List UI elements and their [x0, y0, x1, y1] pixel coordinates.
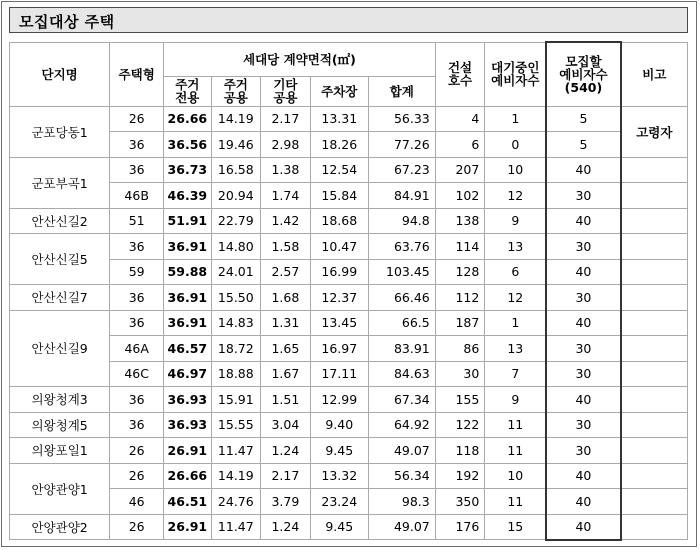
cell-waiting: 7: [485, 361, 546, 387]
table-row: [10, 106, 688, 132]
cell-complex-name: 안산신길9: [10, 310, 110, 387]
cell-other: 2.98: [261, 132, 311, 158]
cell-waiting: 6: [485, 259, 546, 285]
cell-complex-name: 안산신길5: [10, 234, 110, 285]
cell-total: 56.33: [368, 106, 435, 132]
cell-type: 46C: [110, 361, 164, 387]
cell-parking: 13.32: [310, 463, 368, 489]
cell-built: 4: [435, 106, 485, 132]
table-row: [10, 514, 688, 540]
cell-shared: 15.91: [211, 387, 261, 413]
cell-shared: 20.94: [211, 183, 261, 209]
cell-note: [621, 208, 688, 234]
cell-shared: 11.47: [211, 438, 261, 464]
cell-total: 56.34: [368, 463, 435, 489]
cell-waiting: 11: [485, 489, 546, 515]
cell-waiting: 0: [485, 132, 546, 158]
cell-built: 187: [435, 310, 485, 336]
cell-complex-name: 안산신길2: [10, 208, 110, 234]
cell-recruit: 30: [546, 234, 620, 260]
cell-note: [621, 157, 688, 183]
cell-private: 51.91: [164, 208, 211, 234]
cell-other: 2.17: [261, 106, 311, 132]
cell-parking: 10.47: [310, 234, 368, 260]
cell-parking: 18.26: [310, 132, 368, 158]
table-row: [10, 387, 688, 413]
cell-built: 86: [435, 336, 485, 362]
cell-shared: 16.58: [211, 157, 261, 183]
cell-type: 46B: [110, 183, 164, 209]
table-row: [10, 463, 688, 489]
cell-total: 94.8: [368, 208, 435, 234]
cell-total: 63.76: [368, 234, 435, 260]
cell-waiting: 1: [485, 310, 546, 336]
housing-table: [9, 41, 688, 541]
cell-total: 77.26: [368, 132, 435, 158]
cell-note: [621, 361, 688, 387]
cell-other: 2.57: [261, 259, 311, 285]
cell-private: 46.97: [164, 361, 211, 387]
cell-parking: 12.54: [310, 157, 368, 183]
cell-other: 1.38: [261, 157, 311, 183]
table-row: [10, 157, 688, 183]
cell-private: 26.66: [164, 106, 211, 132]
header-other: 기타 공용: [261, 76, 311, 106]
header-type: 주택형: [110, 42, 164, 106]
cell-parking: 15.84: [310, 183, 368, 209]
table-row: [10, 183, 688, 209]
cell-built: 192: [435, 463, 485, 489]
cell-private: 36.91: [164, 285, 211, 311]
cell-waiting: 1: [485, 106, 546, 132]
header-area-group: 세대당 계약면적(㎡): [164, 42, 436, 76]
cell-recruit: 40: [546, 310, 620, 336]
section-title: 모집대상 주택: [19, 13, 115, 31]
cell-parking: 18.68: [310, 208, 368, 234]
cell-note: [621, 336, 688, 362]
cell-other: 1.24: [261, 514, 311, 540]
header-recruit: 모집할 예비자수 (540): [546, 42, 620, 106]
cell-note: [621, 234, 688, 260]
cell-recruit: 40: [546, 489, 620, 515]
cell-shared: 11.47: [211, 514, 261, 540]
cell-recruit: 30: [546, 285, 620, 311]
cell-recruit: 40: [546, 463, 620, 489]
table-body: [10, 106, 688, 540]
cell-other: 1.65: [261, 336, 311, 362]
cell-type: 36: [110, 157, 164, 183]
header-built: 건설 호수: [435, 42, 485, 106]
header-shared: 주거 공용: [211, 76, 261, 106]
cell-other: 1.68: [261, 285, 311, 311]
cell-built: 138: [435, 208, 485, 234]
cell-private: 36.91: [164, 310, 211, 336]
cell-complex-name: 안양관양2: [10, 514, 110, 540]
cell-waiting: 13: [485, 234, 546, 260]
cell-note: [621, 463, 688, 489]
cell-waiting: 12: [485, 285, 546, 311]
cell-note: [621, 285, 688, 311]
cell-complex-name: 안양관양1: [10, 463, 110, 514]
cell-total: 67.23: [368, 157, 435, 183]
cell-recruit: 5: [546, 106, 620, 132]
cell-type: 26: [110, 106, 164, 132]
cell-waiting: 11: [485, 412, 546, 438]
cell-type: 36: [110, 387, 164, 413]
cell-shared: 24.01: [211, 259, 261, 285]
table-row: [10, 361, 688, 387]
cell-built: 112: [435, 285, 485, 311]
header-parking: 주차장: [310, 76, 368, 106]
cell-recruit: 30: [546, 183, 620, 209]
cell-built: 118: [435, 438, 485, 464]
cell-other: 3.04: [261, 412, 311, 438]
cell-total: 64.92: [368, 412, 435, 438]
cell-waiting: 10: [485, 157, 546, 183]
cell-note: 고령자: [621, 106, 688, 157]
cell-built: 128: [435, 259, 485, 285]
cell-type: 36: [110, 234, 164, 260]
cell-parking: 23.24: [310, 489, 368, 515]
cell-private: 46.39: [164, 183, 211, 209]
table-row: [10, 489, 688, 515]
cell-private: 46.57: [164, 336, 211, 362]
cell-waiting: 15: [485, 514, 546, 540]
header-note: 비고: [621, 42, 688, 106]
cell-private: 36.56: [164, 132, 211, 158]
cell-shared: 19.46: [211, 132, 261, 158]
cell-other: 1.42: [261, 208, 311, 234]
cell-parking: 16.97: [310, 336, 368, 362]
cell-complex-name: 의왕청계5: [10, 412, 110, 438]
table-row: [10, 285, 688, 311]
cell-shared: 24.76: [211, 489, 261, 515]
cell-built: 6: [435, 132, 485, 158]
cell-other: 3.79: [261, 489, 311, 515]
cell-note: [621, 514, 688, 540]
cell-built: 114: [435, 234, 485, 260]
cell-total: 66.5: [368, 310, 435, 336]
header-private: 주거 전용: [164, 76, 211, 106]
cell-note: [621, 259, 688, 285]
table-row: [10, 132, 688, 158]
cell-recruit: 30: [546, 438, 620, 464]
cell-built: 155: [435, 387, 485, 413]
cell-private: 36.93: [164, 387, 211, 413]
cell-shared: 14.80: [211, 234, 261, 260]
cell-shared: 15.50: [211, 285, 261, 311]
cell-note: [621, 310, 688, 336]
cell-complex-name: 군포부곡1: [10, 157, 110, 208]
cell-other: 2.17: [261, 463, 311, 489]
cell-recruit: 30: [546, 361, 620, 387]
cell-waiting: 9: [485, 208, 546, 234]
cell-type: 36: [110, 132, 164, 158]
cell-type: 26: [110, 514, 164, 540]
cell-other: 1.58: [261, 234, 311, 260]
cell-note: [621, 489, 688, 515]
cell-total: 84.63: [368, 361, 435, 387]
cell-parking: 12.99: [310, 387, 368, 413]
cell-recruit: 30: [546, 336, 620, 362]
cell-recruit: 40: [546, 514, 620, 540]
cell-other: 1.67: [261, 361, 311, 387]
cell-parking: 9.45: [310, 438, 368, 464]
cell-built: 350: [435, 489, 485, 515]
cell-other: 1.51: [261, 387, 311, 413]
cell-type: 51: [110, 208, 164, 234]
cell-parking: 13.31: [310, 106, 368, 132]
cell-shared: 18.72: [211, 336, 261, 362]
cell-total: 49.07: [368, 438, 435, 464]
header-waiting: 대기중인 예비자수: [485, 42, 546, 106]
cell-shared: 14.19: [211, 463, 261, 489]
cell-complex-name: 의왕포일1: [10, 438, 110, 464]
cell-parking: 9.45: [310, 514, 368, 540]
cell-parking: 12.37: [310, 285, 368, 311]
cell-recruit: 40: [546, 157, 620, 183]
cell-complex-name: 의왕청계3: [10, 387, 110, 413]
cell-private: 36.93: [164, 412, 211, 438]
cell-waiting: 10: [485, 463, 546, 489]
cell-recruit: 40: [546, 208, 620, 234]
table-row: [10, 208, 688, 234]
table-row: [10, 310, 688, 336]
cell-recruit: 30: [546, 412, 620, 438]
cell-recruit: 40: [546, 387, 620, 413]
cell-built: 207: [435, 157, 485, 183]
cell-type: 59: [110, 259, 164, 285]
header-total: 합계: [368, 76, 435, 106]
cell-private: 59.88: [164, 259, 211, 285]
cell-private: 26.91: [164, 514, 211, 540]
cell-type: 36: [110, 310, 164, 336]
cell-built: 30: [435, 361, 485, 387]
cell-total: 83.91: [368, 336, 435, 362]
cell-waiting: 11: [485, 438, 546, 464]
table-row: [10, 412, 688, 438]
cell-waiting: 9: [485, 387, 546, 413]
cell-type: 46A: [110, 336, 164, 362]
cell-total: 66.46: [368, 285, 435, 311]
cell-waiting: 13: [485, 336, 546, 362]
cell-shared: 15.55: [211, 412, 261, 438]
cell-private: 36.73: [164, 157, 211, 183]
cell-other: 1.31: [261, 310, 311, 336]
cell-other: 1.24: [261, 438, 311, 464]
cell-recruit: 40: [546, 259, 620, 285]
cell-type: 46: [110, 489, 164, 515]
cell-type: 36: [110, 285, 164, 311]
header-complex: 단지명: [10, 42, 110, 106]
cell-type: 36: [110, 412, 164, 438]
cell-note: [621, 438, 688, 464]
cell-recruit: 5: [546, 132, 620, 158]
cell-built: 122: [435, 412, 485, 438]
table-row: [10, 259, 688, 285]
cell-private: 46.51: [164, 489, 211, 515]
cell-note: [621, 183, 688, 209]
cell-parking: 13.45: [310, 310, 368, 336]
section-title-bar: [9, 7, 688, 33]
cell-total: 98.3: [368, 489, 435, 515]
cell-shared: 14.19: [211, 106, 261, 132]
cell-private: 26.91: [164, 438, 211, 464]
cell-waiting: 12: [485, 183, 546, 209]
cell-shared: 22.79: [211, 208, 261, 234]
cell-complex-name: 군포당동1: [10, 106, 110, 157]
cell-shared: 18.88: [211, 361, 261, 387]
cell-built: 102: [435, 183, 485, 209]
cell-parking: 16.99: [310, 259, 368, 285]
cell-private: 36.91: [164, 234, 211, 260]
table-row: [10, 336, 688, 362]
cell-total: 49.07: [368, 514, 435, 540]
cell-note: [621, 412, 688, 438]
cell-note: [621, 387, 688, 413]
cell-other: 1.74: [261, 183, 311, 209]
cell-built: 176: [435, 514, 485, 540]
cell-total: 84.91: [368, 183, 435, 209]
cell-type: 26: [110, 463, 164, 489]
cell-type: 26: [110, 438, 164, 464]
table-row: [10, 234, 688, 260]
cell-parking: 9.40: [310, 412, 368, 438]
cell-private: 26.66: [164, 463, 211, 489]
cell-shared: 14.83: [211, 310, 261, 336]
cell-total: 67.34: [368, 387, 435, 413]
cell-parking: 17.11: [310, 361, 368, 387]
table-row: [10, 438, 688, 464]
cell-total: 103.45: [368, 259, 435, 285]
cell-complex-name: 안산신길7: [10, 285, 110, 311]
